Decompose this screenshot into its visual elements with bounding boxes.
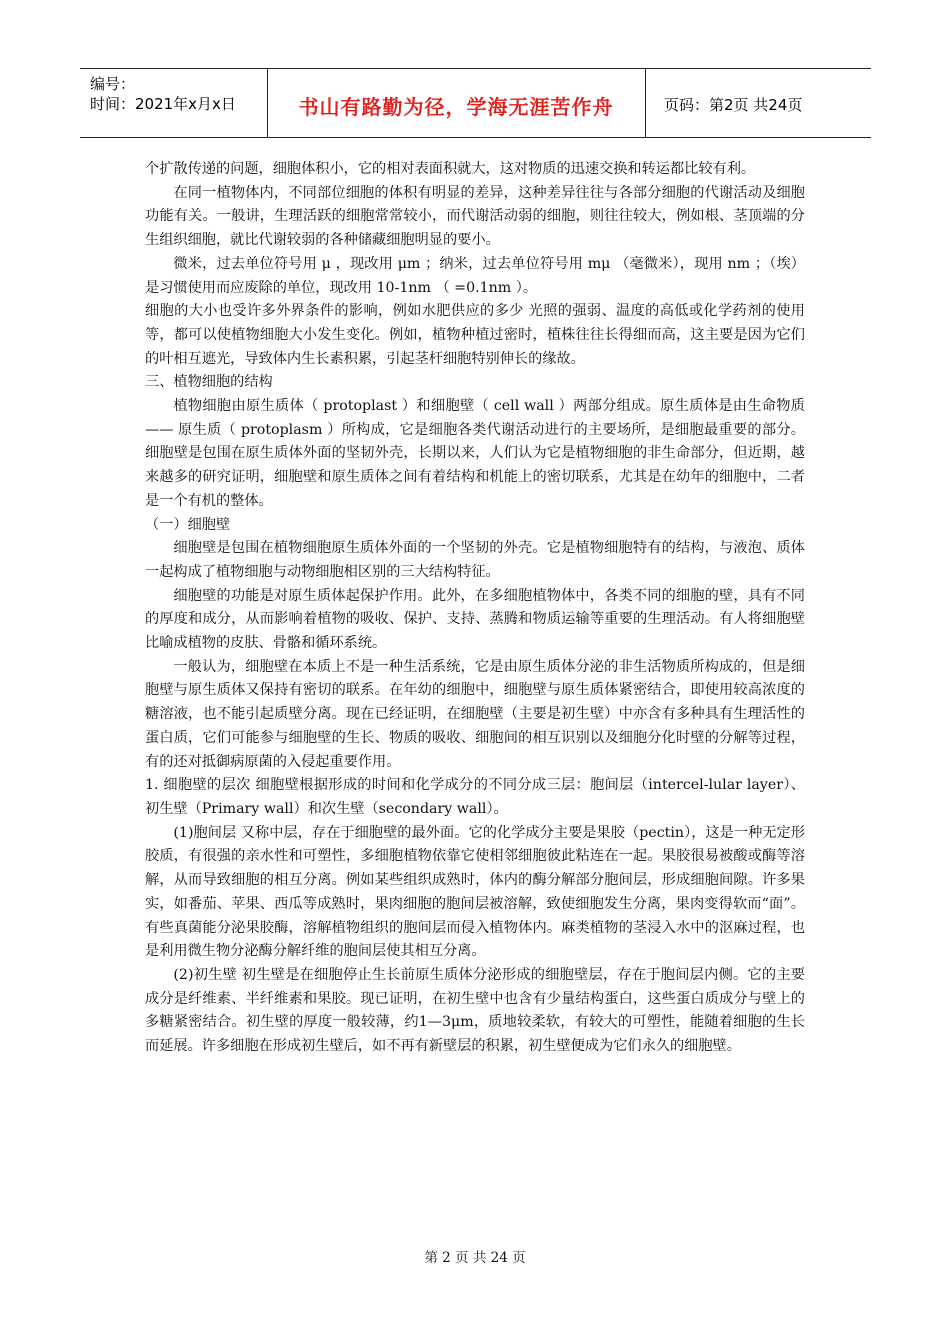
page-footer: 第 2 页 共 24 页: [424, 1250, 526, 1266]
body-paragraph: (2)初生壁 初生壁是在细胞停止生长前原生质体分泌形成的细胞壁层，存在于胞间层内侧。它的主要成分是纤维素、半纤维素和果胶。现已证明，在初生壁中也含有少量结构蛋白，这些蛋白质成分与壁上的多糖紧密结合。初生壁的厚度一般较薄，约1—3μm，质地较柔软，有较大的可塑性，能随着细胞的生长而延展。许多细胞在形成初生壁后，如不再有新壁层的积累，初生壁便成为它们永久的细胞壁。: [145, 966, 805, 1055]
header-motto: 书山有路勤为径，学海无涯苦作舟: [298, 95, 614, 119]
body-paragraph: 细胞的大小也受许多外界条件的影响，例如水肥供应的多少 光照的强弱、温度的高低或化学药剂的使用等，都可以使植物细胞大小发生变化。例如，植物种植过密时，植株往往长得细而高，这主要是因为它们的叶相互遮光，导致体内生长素积累，引起茎杆细胞特别伸长的缘故。: [145, 303, 805, 367]
header-page-cell: [646, 69, 871, 137]
numbered-paragraph: 1. 细胞壁的层次 细胞壁根据形成的时间和化学成分的不同分成三层：胞间层（intercel-lular layer）、初生壁（Primary wall）和次生壁（secondary wall）。: [145, 777, 805, 817]
section-heading: 三、植物细胞的结构: [145, 374, 273, 391]
header-page-info: 页码：第2页 共24页: [664, 96, 803, 114]
body-paragraph: 一般认为，细胞壁在本质上不是一种生活系统，它是由原生质体分泌的非生活物质所构成的，但是细胞壁与原生质体又保持有密切的联系。在年幼的细胞中，细胞壁与原生质体紧密结合，即使用较高浓度的糖溶液，也不能引起质壁分离。现在已经证明，在细胞壁（主要是初生壁）中亦含有多种具有生理活性的蛋白质，它们可能参与细胞壁的生长、物质的吸收、细胞间的相互识别以及细胞分化时壁的分解等过程，有的还对抵御病原菌的入侵起重要作用。: [145, 658, 805, 770]
body-paragraph: 植物细胞由原生质体（ protoplast ）和细胞壁（ cell wall ）两部分组成。原生质体是由生命物质 —— 原生质（ protoplasm ）所构成，它是细胞各类代谢活动进行的主要场所，是细胞最重要的部分。细胞壁是包围在原生质体外面的坚韧外壳，长期以来，人们认为它是植物细胞的非生命部分，但近期，越来越多的研究证明，细胞壁和原生质体之间有着结构和机能上的密切联系，尤其是在幼年的细胞中，二者是一个有机的整体。: [145, 398, 805, 509]
page-header: [80, 68, 871, 138]
body-paragraph: 细胞壁是包围在植物细胞原生质体外面的一个坚韧的外壳。它是植物细胞特有的结构，与液泡、质体一起构成了植物细胞与动物细胞相区别的三大结构特征。: [145, 540, 805, 580]
subsection-heading: （一）细胞壁: [145, 516, 231, 533]
header-motto-cell: [267, 69, 646, 137]
body-paragraph: (1)胞间层 又称中层，存在于细胞壁的最外面。它的化学成分主要是果胶（pectin），这是一种无定形胶质，有很强的亲水性和可塑性，多细胞植物依靠它使相邻细胞彼此粘连在一起。果胶很易被酸或酶等溶解，从而导致细胞的相互分离。例如某些组织成熟时，体内的酶分解部分胞间层，形成细胞间隙。许多果实，如番茄、苹果、西瓜等成熟时，果肉细胞的胞间层被溶解，致使细胞发生分离，果肉变得软而“面”。有些真菌能分泌果胶酶，溶解植物组织的胞间层而侵入植物体内。麻类植物的茎浸入水中的沤麻过程，也是利用微生物分泌酶分解纤维的胞间层使其相互分离。: [145, 824, 805, 960]
body-paragraph: 细胞壁的功能是对原生质体起保护作用。此外，在多细胞植物体中，各类不同的细胞的壁，具有不同的厚度和成分，从而影响着植物的吸收、保护、支持、蒸腾和物质运输等重要的生理活动。有人将细胞壁比喻成植物的皮肤、骨骼和循环系统。: [145, 587, 805, 652]
document-number-label: 编号：: [90, 75, 136, 93]
document-date-label: 时间：2021年x月x日: [90, 95, 236, 113]
body-paragraph: 微米，过去单位符号用 μ ，现改用 μm ；纳米，过去单位符号用 mμ （毫微米），现用 nm ；（埃）是习惯使用而应废除的单位，现改用 10-1nm （ =0.1nm ）。: [145, 255, 805, 296]
body-paragraph: 个扩散传递的问题，细胞体积小，它的相对表面积就大，这对物质的迅速交换和转运都比较有利。: [145, 161, 756, 177]
header-meta-cell: [80, 69, 268, 137]
body-paragraph: 在同一植物体内，不同部位细胞的体积有明显的差异，这种差异往往与各部分细胞的代谢活动及细胞功能有关。一般讲，生理活跃的细胞常常较小，而代谢活动弱的细胞，则往往较大，例如根、茎顶端的分生组织细胞，就比代谢较弱的各种储藏细胞明显的要小。: [145, 184, 805, 249]
document-body: [145, 158, 805, 1059]
